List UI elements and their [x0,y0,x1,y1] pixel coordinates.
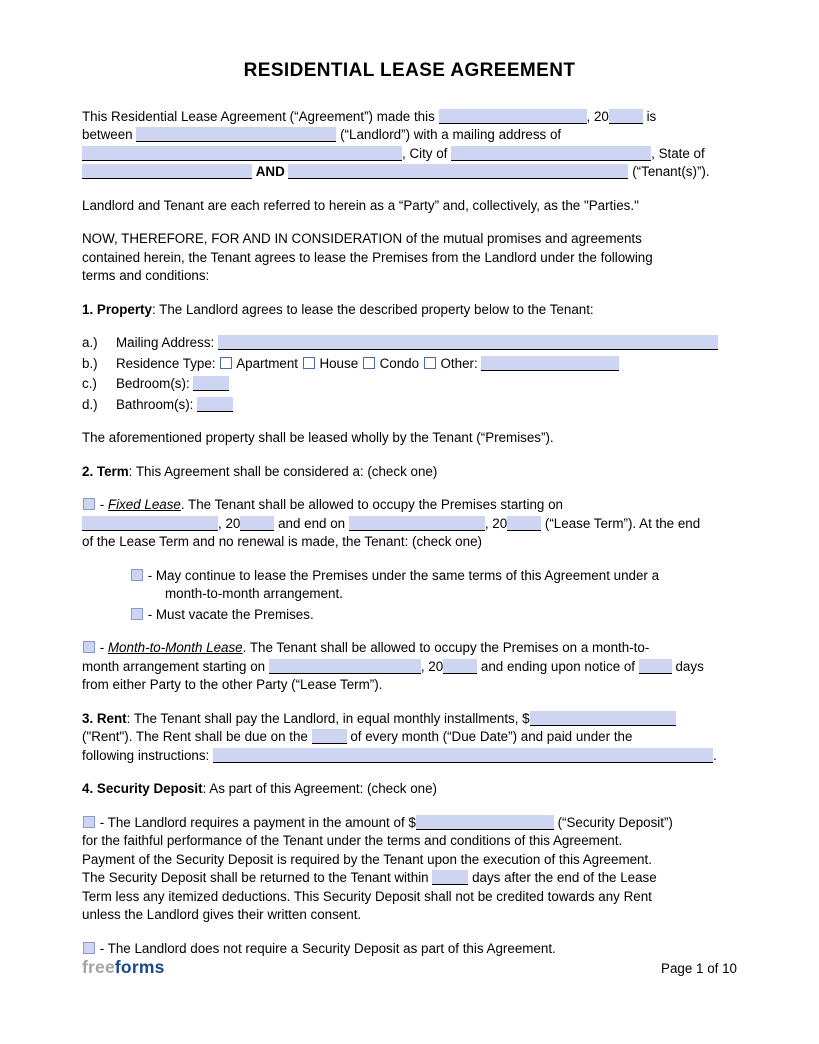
landlord-address-field[interactable] [82,146,402,161]
consideration-paragraph [82,230,737,286]
text-line [82,267,737,286]
notice-days-field[interactable] [639,659,672,674]
property-item-mailing-address [82,334,737,353]
text-run: Other: [436,355,482,371]
document-blocks [82,108,737,959]
text-line [82,851,737,870]
text-run: . [713,747,717,763]
text-run: between [82,127,137,142]
text-line [82,728,737,747]
page-number: Page 1 of 10 [661,961,737,976]
text-line [82,145,737,164]
bedrooms-field[interactable] [193,376,229,391]
rent-amount-field[interactable] [530,711,676,726]
text-run: Mailing Address: [116,335,218,350]
section-1-property-heading [82,301,737,320]
text-run: : As part of this Agreement: (check one) [202,781,438,796]
document-title: RESIDENTIAL LEASE AGREEMENT [243,60,576,81]
text-line [82,747,737,766]
text-run: and end on [274,515,349,531]
text-line [82,230,737,249]
text-line [82,197,737,216]
text-run: Bedroom(s): [116,376,194,391]
text-run: 3. Rent [82,710,127,726]
logo-free-text: free [82,957,115,977]
security-deposit-amount-field[interactable] [416,815,554,830]
text-line [82,396,737,415]
text-run: is [642,108,657,124]
text-line [82,355,737,374]
text-line [82,301,737,320]
rent-due-day-field[interactable] [312,729,347,744]
list-marker: b.) [82,355,98,371]
text-run: Condo [375,355,423,371]
text-run: NOW, THEREFORE, FOR AND IN CONSIDERATION of the mutual promises and agreements [82,231,642,246]
fixed-lease-option [82,496,737,552]
page-footer [82,958,737,979]
deposit-return-days-field[interactable] [432,870,468,885]
condo-checkbox[interactable] [363,357,375,369]
text-run: . The Tenant shall be allowed to occupy the Premises on a month-to- [242,640,650,655]
text-run: (“Lease Term”). At the end [541,515,701,531]
state-field[interactable] [82,164,252,179]
intro-paragraph [82,108,737,182]
text-run: unless the Landlord gives their written consent. [82,907,362,922]
text-run: (“Tenant(s)”). [628,164,710,179]
parties-paragraph [82,197,737,216]
text-run: 2. Term [82,463,129,479]
city-field[interactable] [451,146,651,161]
agreement-year-field[interactable] [609,109,643,124]
mtm-start-year-field[interactable] [443,659,477,674]
must-vacate-option [130,606,737,625]
text-run: , State of [651,145,705,161]
text-run: Payment of the Security Deposit is required by the Tenant upon the execution of this Agreement. [82,851,652,867]
text-line [130,585,737,604]
text-run: and ending upon notice of [477,658,639,674]
text-line [82,163,737,182]
bathrooms-field[interactable] [197,397,233,412]
mailing-address-field[interactable] [218,335,718,350]
text-line [82,676,737,695]
text-run: : The Landlord agrees to lease the described property below to the Tenant: [151,301,594,317]
month-to-month-lease-option [82,639,737,695]
text-run: of every month (“Due Date”) and paid under the [346,729,633,744]
text-run: Apartment [233,355,302,371]
text-run: - May continue to lease the Premises under the same terms of this Agreement under a [144,567,660,583]
premises-paragraph [82,429,737,448]
text-run: The Security Deposit shall be returned to the Tenant within [82,870,433,885]
text-run: . The Tenant shall be allowed to occupy the Premises starting on [180,497,563,512]
text-line [82,780,737,799]
text-run: - Must vacate the Premises. [144,606,314,622]
list-marker: a.) [82,335,98,350]
text-run: - The Landlord requires a payment in the amount of $ [96,814,416,830]
text-run: days [671,658,704,674]
text-line [82,639,737,658]
text-run: : This Agreement shall be considered a: (check one) [128,463,438,479]
text-run: of the Lease Term and no renewal is made, the Tenant: (check one) [82,534,482,549]
text-run: - The Landlord does not require a Security Deposit as part of this Agreement. [96,940,556,956]
text-line [82,710,737,729]
text-run: Month-to-Month Lease [107,640,243,655]
text-line [82,832,737,851]
security-deposit-required-option [82,814,737,925]
text-line [130,567,737,586]
section-4-security-deposit-heading [82,780,737,799]
text-run: House [315,355,362,371]
text-line [82,658,737,677]
property-item-residence-type [82,355,737,374]
property-item-bedrooms [82,375,737,394]
apartment-checkbox[interactable] [220,357,232,369]
other-residence-type-field[interactable] [481,356,619,371]
fixed-start-date-field[interactable] [82,516,218,531]
text-line [82,249,737,268]
text-line [130,606,737,625]
text-run: This Residential Lease Agreement (“Agreement”) made this [82,108,439,124]
text-run: from either Party to the other Party (“Lease Term”). [82,677,383,692]
text-line [82,533,737,552]
text-line [82,108,737,127]
house-checkbox[interactable] [303,357,315,369]
text-line [82,126,737,145]
text-run: , 20 [218,515,241,531]
text-line [82,463,737,482]
must-vacate-checkbox[interactable] [131,608,143,620]
text-run: Fixed Lease [107,497,181,512]
text-run: : The Tenant shall pay the Landlord, in equal monthly installments, $ [126,710,530,726]
text-run: - [96,497,108,512]
text-run: for the faithful performance of the Tenant under the terms and conditions of this Agreement. [82,833,623,848]
text-run: terms and conditions: [82,268,210,283]
text-run: (“Landlord”) with a mailing address of [336,127,562,142]
text-run: contained herein, the Tenant agrees to lease the Premises from the Landlord under the following [82,249,653,265]
fixed-lease-checkbox[interactable] [83,498,95,510]
other-checkbox[interactable] [424,357,436,369]
text-line [82,814,737,833]
text-line [82,375,737,394]
landlord-name-field[interactable] [136,127,336,142]
text-run: 4. Security Deposit [82,781,203,796]
no-security-deposit-option [82,940,737,959]
text-line [82,940,737,959]
list-marker: d.) [82,396,98,412]
text-line [82,429,737,448]
payment-instructions-field[interactable] [213,748,713,763]
list-marker: c.) [82,376,97,391]
agreement-day-field[interactable] [439,109,587,124]
fixed-start-year-field[interactable] [240,516,274,531]
text-line [82,869,737,888]
text-run: Landlord and Tenant are each referred to herein as a “Party” and, collectively, as the "Parties." [82,197,639,213]
text-run: , 20 [484,515,508,531]
month-to-month-lease-checkbox[interactable] [83,641,95,653]
text-run: The aforementioned property shall be leased wholly by the Tenant (“Premises”). [82,430,554,445]
no-security-deposit-checkbox[interactable] [83,942,95,954]
text-run: Term less any itemized deductions. This Security Deposit shall not be credited towards any Rent [82,888,652,904]
text-run: month-to-month arrangement. [165,586,343,601]
text-line [82,906,737,925]
freeforms-logo [82,958,165,977]
text-run: , City of [402,145,452,161]
text-run: following instructions: [82,747,213,763]
text-run: (“Security Deposit”) [553,814,673,830]
property-item-bathrooms [82,396,737,415]
text-run: - [96,640,108,655]
continue-month-to-month-option [130,567,737,604]
tenant-names-field[interactable] [288,164,628,179]
text-run: AND [255,164,285,179]
text-run: 1. Property [82,301,152,317]
security-deposit-required-checkbox[interactable] [83,816,95,828]
text-run: Bathroom(s): [116,396,198,412]
text-run: days after the end of the Lease [468,870,657,885]
fixed-end-date-field[interactable] [349,516,485,531]
logo-forms-text: forms [114,957,165,977]
text-line [82,496,737,515]
text-run: ("Rent"). The Rent shall be due on the [82,729,312,744]
section-3-rent [82,710,737,766]
text-line [82,334,737,353]
text-run: , 20 [586,108,609,124]
fixed-end-year-field[interactable] [507,516,541,531]
text-run: , 20 [420,658,444,674]
text-line [82,888,737,907]
continue-month-to-month-checkbox[interactable] [131,569,143,581]
section-2-term-heading [82,463,737,482]
text-run: month arrangement starting on [82,658,269,674]
text-run: Residence Type: [116,355,220,371]
text-line [82,515,737,534]
mtm-start-date-field[interactable] [269,659,421,674]
